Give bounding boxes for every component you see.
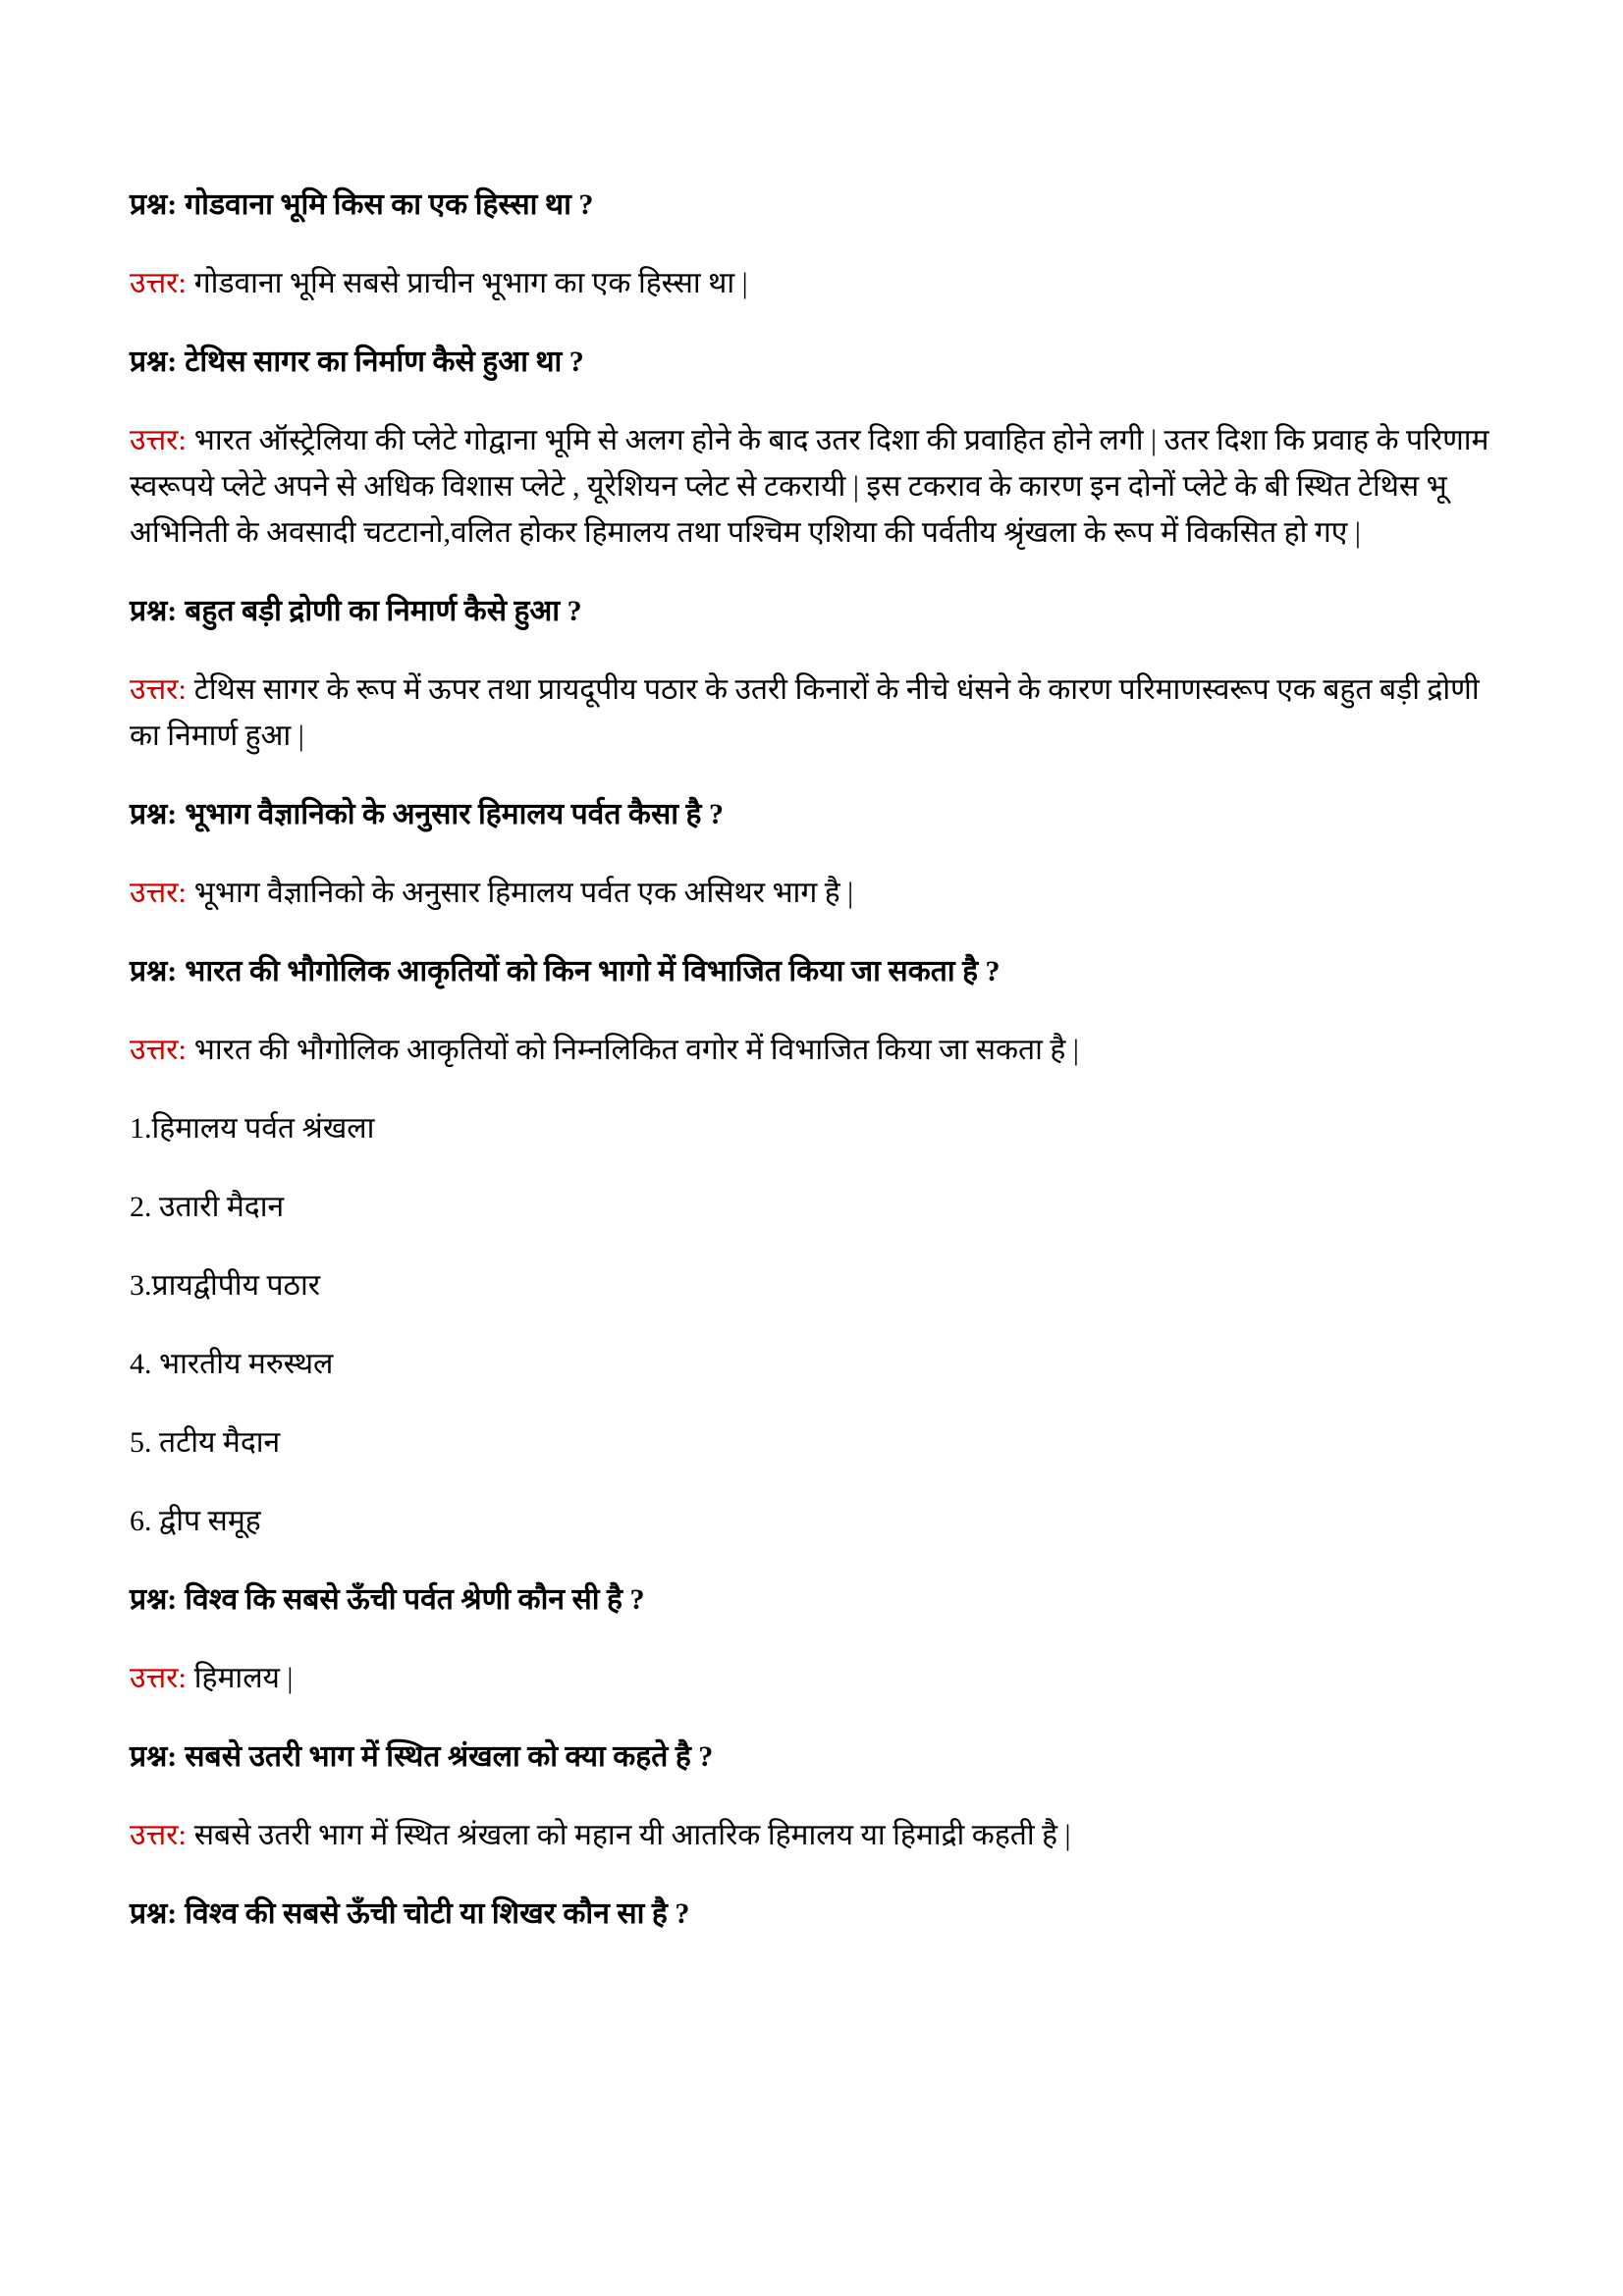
question <box>130 948 1505 994</box>
answer-label: उत्तर: <box>130 267 187 299</box>
question-text: गोडवाना भूमि किस का एक हिस्सा था ? <box>185 188 594 221</box>
answer-label: उत्तर: <box>130 424 187 456</box>
list-item <box>130 1419 1505 1466</box>
answer-text: सबसे उतरी भाग में स्थित श्रंखला को महान यी आतरिक हिमालय या हिमाद्री कहती है | <box>193 1819 1071 1851</box>
question-label: प्रश्न: <box>130 346 178 378</box>
list-item <box>130 1262 1505 1308</box>
answer-label: उत्तर: <box>130 673 187 706</box>
answer <box>130 1655 1505 1701</box>
answer <box>130 260 1505 306</box>
question <box>130 182 1505 228</box>
answer-text: भारत ऑस्ट्रेलिया की प्लेटे गोद्वाना भूमि से अलग होने के बाद उतर दिशा की प्रवाहित होने लगी | उतर दिशा कि प्रवाह के परिणाम स्वरूपये प्लेटे अपने से अधिक विशास प्लेटे , यूरेशियन प्लेट से टकरायी | इस टकराव के कारण इन दोनों प्लेटे के बी स्थित टेथिस भू अभिनिती के अवसादी चटटानो,वलित होकर हिमालय तथा पश्चिम एशिया की पर्वतीय श्रृंखला के रूप में विकसित हो गए | <box>130 424 1489 549</box>
question-label: प्रश्न: <box>130 188 178 221</box>
list-item <box>130 1341 1505 1387</box>
question-text: टेथिस सागर का निर्माण कैसे हुआ था ? <box>185 346 584 378</box>
question-label: प्रश्न: <box>130 798 178 830</box>
answer <box>130 417 1505 556</box>
question-label: प्रश्न: <box>130 1740 178 1773</box>
list-item-text: 5. तटीय मैदान <box>130 1426 281 1459</box>
answer <box>130 667 1505 759</box>
question <box>130 588 1505 634</box>
answer-text: हिमालय | <box>193 1662 294 1694</box>
question-text: भारत की भौगोलिक आकृतियों को किन भागो में विभाजित किया जा सकता है ? <box>185 955 1001 988</box>
list-item-text: 3.प्रायद्वीपीय पठार <box>130 1269 320 1302</box>
answer-label: उत्तर: <box>130 877 187 909</box>
answer-label: उत्तर: <box>130 1819 187 1851</box>
list-item <box>130 1498 1505 1544</box>
question-label: प्रश्न: <box>130 595 178 627</box>
question <box>130 339 1505 385</box>
list-item <box>130 1105 1505 1151</box>
answer <box>130 1812 1505 1858</box>
answer-label: उत्तर: <box>130 1662 187 1694</box>
question <box>130 791 1505 837</box>
question-label: प्रश्न: <box>130 955 178 988</box>
question-label: प्रश्न: <box>130 1897 178 1930</box>
question-text: विश्व कि सबसे ऊँची पर्वत श्रेणी कौन सी है ? <box>185 1583 645 1616</box>
answer-text: गोडवाना भूमि सबसे प्राचीन भूभाग का एक हिस्सा था | <box>193 267 748 299</box>
question-text: सबसे उतरी भाग में स्थित श्रंखला को क्या कहते है ? <box>185 1740 714 1773</box>
question <box>130 1891 1505 1937</box>
list-item-text: 4. भारतीय मरुस्थल <box>130 1348 334 1380</box>
list-item-text: 2. उतारी मैदान <box>130 1191 285 1223</box>
answer-label: उत्तर: <box>130 1034 187 1066</box>
answer <box>130 870 1505 916</box>
question <box>130 1576 1505 1623</box>
question <box>130 1734 1505 1780</box>
answer <box>130 1027 1505 1073</box>
question-text: बहुत बड़ी द्रोणी का निमार्ण कैसे हुआ ? <box>185 595 582 627</box>
list-item-text: 6. द्वीप समूह <box>130 1505 261 1537</box>
answer-text: भारत की भौगोलिक आकृतियों को निम्नलिकित वगोर में विभाजित किया जा सकता है | <box>193 1034 1079 1066</box>
question-label: प्रश्न: <box>130 1583 178 1616</box>
answer-text: भूभाग वैज्ञानिको के अनुसार हिमालय पर्वत एक असिथर भाग है | <box>193 877 854 909</box>
question-text: विश्व की सबसे ऊँची चोटी या शिखर कौन सा है ? <box>185 1897 690 1930</box>
answer-text: टेथिस सागर के रूप में ऊपर तथा प्रायदूपीय पठार के उतरी किनारों के नीचे धंसने के कारण परिमाणस्वरूप एक बहुत बड़ी द्रोणी का निमार्ण हुआ | <box>130 673 1480 752</box>
question-text: भूभाग वैज्ञानिको के अनुसार हिमालय पर्वत कैसा है ? <box>185 798 724 830</box>
list-item <box>130 1184 1505 1230</box>
list-item-text: 1.हिमालय पर्वत श्रंखला <box>130 1112 375 1145</box>
